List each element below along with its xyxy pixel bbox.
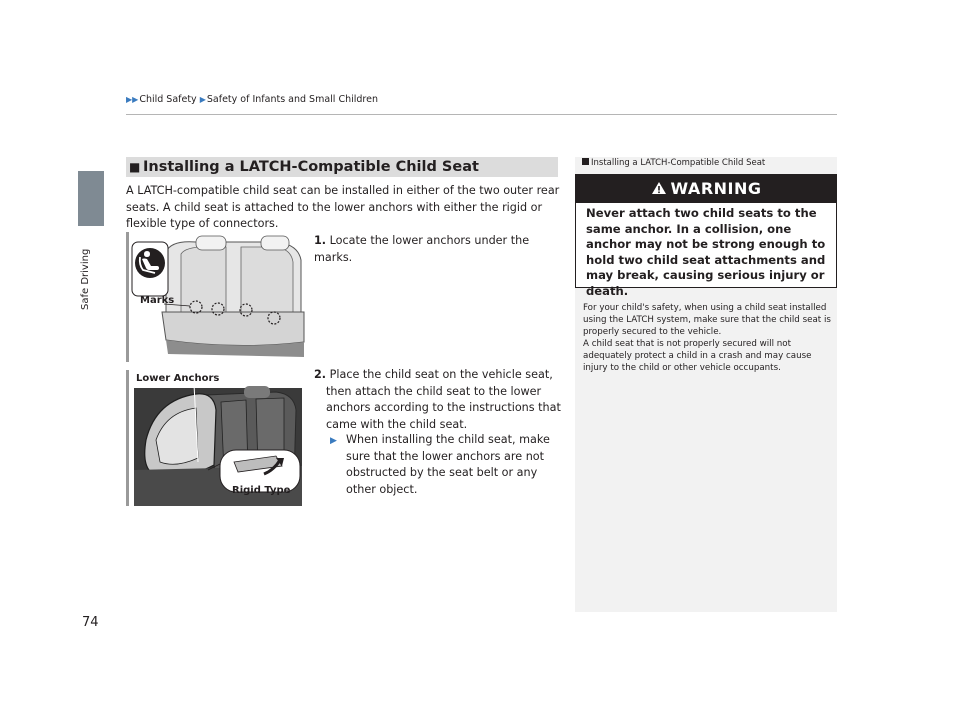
warning-header bbox=[576, 175, 836, 203]
side-note-body bbox=[583, 302, 831, 375]
side-tab-marker bbox=[78, 171, 104, 226]
breadcrumb-arrow-icon: ▶ bbox=[199, 95, 206, 104]
warning-text: Never attach two child seats to the same anchor. In a collision, one anchor may not be strong enough to hold two child seat attachments and may break, causing serious injury or death. bbox=[586, 206, 826, 298]
section-heading bbox=[126, 157, 558, 177]
side-note-paragraph-2: A child seat that is not properly secured will not adequately protect a child in a crash and may cause injury to the child or other vehicle occupants. bbox=[583, 339, 812, 374]
section-square-icon: ■ bbox=[129, 160, 141, 174]
warning-triangle-icon bbox=[651, 175, 667, 203]
step-1 bbox=[314, 233, 560, 266]
side-note-title bbox=[582, 158, 765, 168]
page-number: 74 bbox=[82, 615, 99, 630]
breadcrumb-arrow-icon: ▶▶ bbox=[126, 95, 139, 104]
intro-paragraph: A LATCH-compatible child seat can be installed in either of the two outer rear seats. A child seat is attached to the lower anchors with either the rigid or flexible type of connectors. bbox=[126, 184, 560, 230]
rigid-type-caption: Rigid Type bbox=[232, 485, 291, 496]
warning-label: WARNING bbox=[670, 179, 762, 198]
header-divider bbox=[126, 114, 837, 115]
lower-anchors-caption: Lower Anchors bbox=[136, 373, 220, 384]
note-arrow-icon: ▶ bbox=[330, 436, 337, 446]
marks-caption: Marks bbox=[140, 295, 175, 306]
warning-box bbox=[575, 174, 837, 298]
breadcrumb-item-infants[interactable]: Safety of Infants and Small Children bbox=[206, 94, 378, 105]
step-2 bbox=[314, 367, 572, 433]
note-square-icon bbox=[582, 158, 589, 165]
step-2-note bbox=[330, 432, 560, 498]
breadcrumb-item-child-safety[interactable]: Child Safety bbox=[139, 94, 197, 105]
step-2-text: Place the child seat on the vehicle seat, then attach the child seat to the lower anchors according to the instructions that came with the child seat. bbox=[326, 368, 561, 431]
lower-anchors-illustration bbox=[126, 370, 306, 506]
side-tab-text: Safe Driving bbox=[80, 248, 91, 310]
step-1-number: 1. bbox=[314, 234, 327, 247]
rear-seat-marks-illustration bbox=[126, 232, 306, 362]
side-note-paragraph-1: For your child's safety, when using a child seat installed using the LATCH system, make sure that the child seat is properly secured to the vehicle. bbox=[583, 303, 831, 338]
section-title: Installing a LATCH-Compatible Child Seat bbox=[143, 159, 479, 175]
step-2-note-text: When installing the child seat, make sure that the lower anchors are not obstructed by the seat belt or any other object. bbox=[346, 433, 550, 496]
side-note-title-text: Installing a LATCH-Compatible Child Seat bbox=[591, 158, 766, 168]
breadcrumb bbox=[126, 94, 378, 105]
side-tab-label bbox=[76, 232, 102, 312]
step-1-text: Locate the lower anchors under the marks. bbox=[314, 234, 530, 264]
step-2-number: 2. bbox=[314, 368, 327, 381]
